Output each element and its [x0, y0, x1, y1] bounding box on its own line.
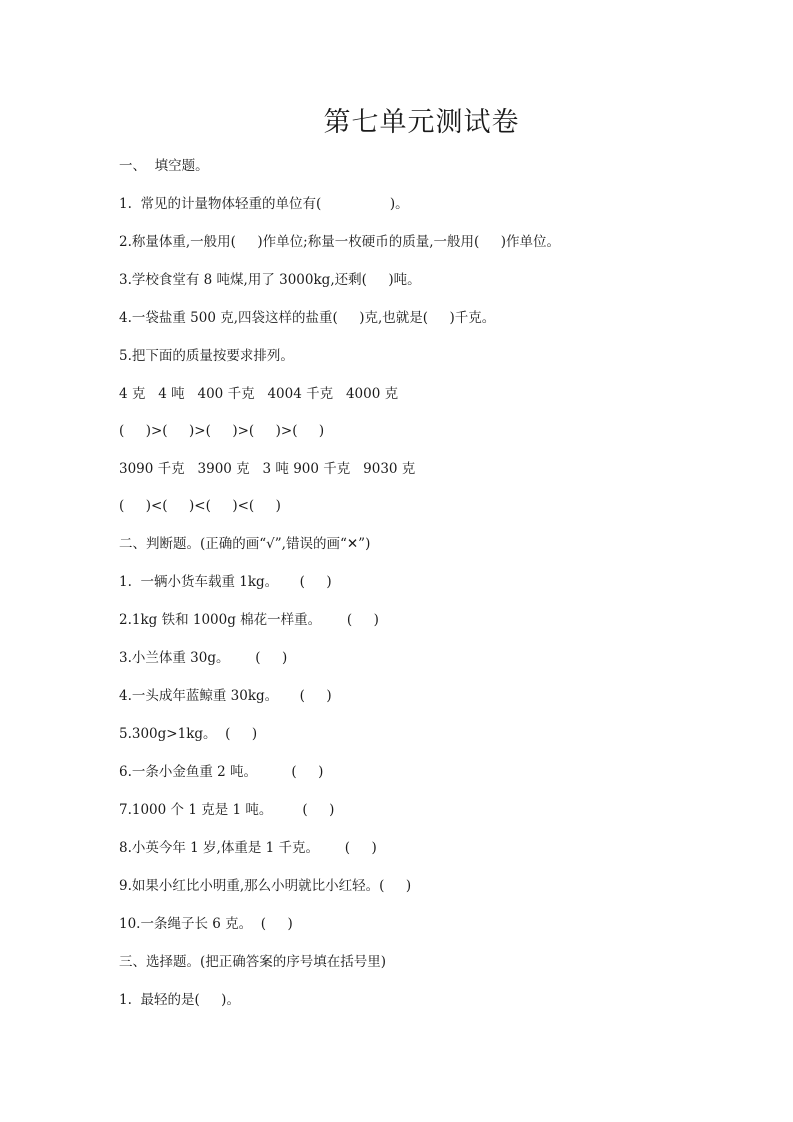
question-text: 3090 千克 3900 克 3 吨 900 千克 9030 克 — [119, 461, 416, 477]
question-text: 1. 常见的计量物体轻重的单位有( )。 — [119, 196, 409, 212]
answer-blank-row: ( )>( )>( )>( )>( ) — [119, 423, 325, 439]
question-text: 6.一条小金鱼重 2 吨。 ( ) — [119, 764, 324, 780]
question-text: 2.称量体重,一般用( )作单位;称量一枚硬币的质量,一般用( )作单位。 — [119, 234, 560, 250]
question-text: 5.把下面的质量按要求排列。 — [119, 348, 294, 364]
question-text: 4.一袋盐重 500 克,四袋这样的盐重( )克,也就是( )千克。 — [119, 310, 496, 326]
question-text: 4 克 4 吨 400 千克 4004 千克 4000 克 — [119, 386, 399, 402]
question-text: 4.一头成年蓝鲸重 30kg。 ( ) — [119, 688, 332, 704]
question-text: 1. 最轻的是( )。 — [119, 992, 240, 1008]
question-text: 9.如果小红比小明重,那么小明就比小红轻。( ) — [119, 878, 412, 894]
answer-blank-row: ( )<( )<( )<( ) — [119, 498, 281, 514]
section-heading-true-false: 二、判断题。(正确的画“√”,错误的画“✕”) — [119, 536, 371, 552]
question-text: 5.300g>1kg。 ( ) — [119, 726, 258, 742]
question-text: 1. 一辆小货车载重 1kg。 ( ) — [119, 574, 332, 590]
section-heading-multiple-choice: 三、选择题。(把正确答案的序号填在括号里) — [119, 954, 387, 970]
section-heading-fill-blank: 一、 填空题。 — [119, 158, 209, 174]
question-text: 3.小兰体重 30g。 ( ) — [119, 650, 288, 666]
question-text: 3.学校食堂有 8 吨煤,用了 3000kg,还剩( )吨。 — [119, 272, 421, 288]
question-text: 10.一条绳子长 6 克。 ( ) — [119, 916, 293, 932]
question-text: 2.1kg 铁和 1000g 棉花一样重。 ( ) — [119, 612, 379, 628]
page-title: 第七单元测试卷 — [323, 107, 520, 138]
question-text: 8.小英今年 1 岁,体重是 1 千克。 ( ) — [119, 840, 377, 856]
question-text: 7.1000 个 1 克是 1 吨。 ( ) — [119, 802, 335, 818]
